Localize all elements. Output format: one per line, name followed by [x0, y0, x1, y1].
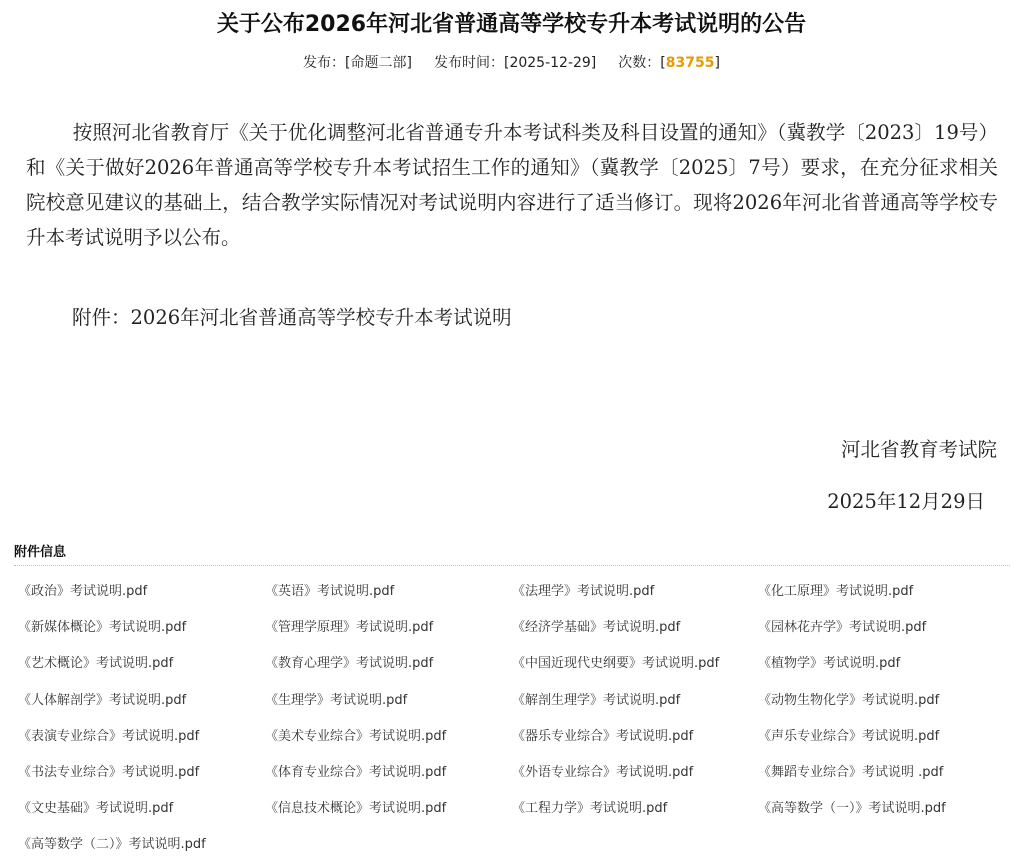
attachment-file-link[interactable]: 《美术专业综合》考试说明.pdf — [265, 728, 447, 744]
attachment-file-link[interactable]: 《舞蹈专业综合》考试说明 .pdf — [758, 764, 944, 780]
attachment-reference: 附件：2026年河北省普通高等学校专升本考试说明 — [72, 306, 512, 329]
attachment-list — [18, 574, 1010, 864]
attachment-file-link[interactable]: 《植物学》考试说明.pdf — [758, 656, 901, 672]
attachment-file-link[interactable]: 《化工原理》考试说明.pdf — [758, 584, 914, 599]
attachment-file-link[interactable]: 《新媒体概论》考试说明.pdf — [18, 620, 187, 636]
publish-time-value: [2025-12-29] — [503, 55, 597, 71]
attachment-file-link[interactable]: 《中国近现代史纲要》考试说明.pdf — [512, 656, 720, 672]
view-count-value: 83755 — [665, 55, 715, 71]
notice-body: 按照河北省教育厅《关于优化调整河北省普通专升本考试科类及科目设置的通知》（冀教学〔2023〕19号）和《关于做好2026年普通高等学校专升本考试招生工作的通知》（冀教学〔2025〕7号）要求，在充分征求相关院校意见建议的基础上，结合教学实际情况对考试说明内容进行了适当修订。现将2026年河北省普通高等学校专升本考试说明予以公布。 — [26, 121, 998, 249]
attachment-file-link[interactable]: 《外语专业综合》考试说明.pdf — [512, 764, 694, 780]
view-count-open-bracket: [ — [660, 55, 666, 71]
attachment-file-link[interactable]: 《信息技术概论》考试说明.pdf — [265, 801, 447, 817]
attachment-file-link[interactable]: 《高等数学（二）》考试说明.pdf — [18, 837, 206, 853]
attachment-file-link[interactable]: 《园林花卉学》考试说明.pdf — [758, 620, 927, 636]
attachment-file-link[interactable]: 《文史基础》考试说明.pdf — [18, 801, 174, 817]
attachment-file-link[interactable]: 《教育心理学》考试说明.pdf — [265, 656, 434, 672]
view-count-close-bracket: ] — [714, 55, 720, 71]
view-count-label: 次数： — [618, 55, 661, 71]
attachment-file-link[interactable]: 《法理学》考试说明.pdf — [512, 584, 655, 599]
attachment-file-link[interactable]: 《表演专业综合》考试说明.pdf — [18, 728, 200, 744]
attachment-file-link[interactable]: 《工程力学》考试说明.pdf — [512, 801, 668, 817]
attachment-file-link[interactable]: 《艺术概论》考试说明.pdf — [18, 656, 174, 672]
signature-date: 2025年12月29日 — [827, 490, 985, 513]
page-title: 关于公布2026年河北省普通高等学校专升本考试说明的公告 — [216, 12, 807, 37]
attachment-file-link[interactable]: 《书法专业综合》考试说明.pdf — [18, 764, 200, 780]
attachment-file-link[interactable]: 《经济学基础》考试说明.pdf — [512, 620, 681, 636]
attachment-section — [14, 544, 1010, 864]
notice-meta — [0, 53, 1023, 73]
attachment-file-link[interactable]: 《器乐专业综合》考试说明.pdf — [512, 728, 694, 744]
attachment-file-link[interactable]: 《声乐专业综合》考试说明.pdf — [758, 728, 940, 744]
publisher-value: [命题二部] — [345, 55, 412, 71]
publisher-label: 发布： — [303, 55, 346, 71]
attachment-file-link[interactable]: 《生理学》考试说明.pdf — [265, 692, 408, 708]
attachment-heading: 附件信息 — [14, 544, 1010, 566]
attachment-file-link[interactable]: 《英语》考试说明.pdf — [265, 584, 395, 599]
attachment-file-link[interactable]: 《高等数学（一）》考试说明.pdf — [758, 801, 946, 817]
attachment-file-link[interactable]: 《体育专业综合》考试说明.pdf — [265, 764, 447, 780]
attachment-file-link[interactable]: 《管理学原理》考试说明.pdf — [265, 620, 434, 636]
publish-time-label: 发布时间： — [433, 55, 504, 71]
attachment-file-link[interactable]: 《动物生物化学》考试说明.pdf — [758, 692, 940, 708]
attachment-file-link[interactable]: 《解剖生理学》考试说明.pdf — [512, 692, 681, 708]
attachment-file-link[interactable]: 《政治》考试说明.pdf — [18, 584, 148, 599]
signature-organization: 河北省教育考试院 — [840, 438, 997, 461]
attachment-file-link[interactable]: 《人体解剖学》考试说明.pdf — [18, 692, 187, 708]
